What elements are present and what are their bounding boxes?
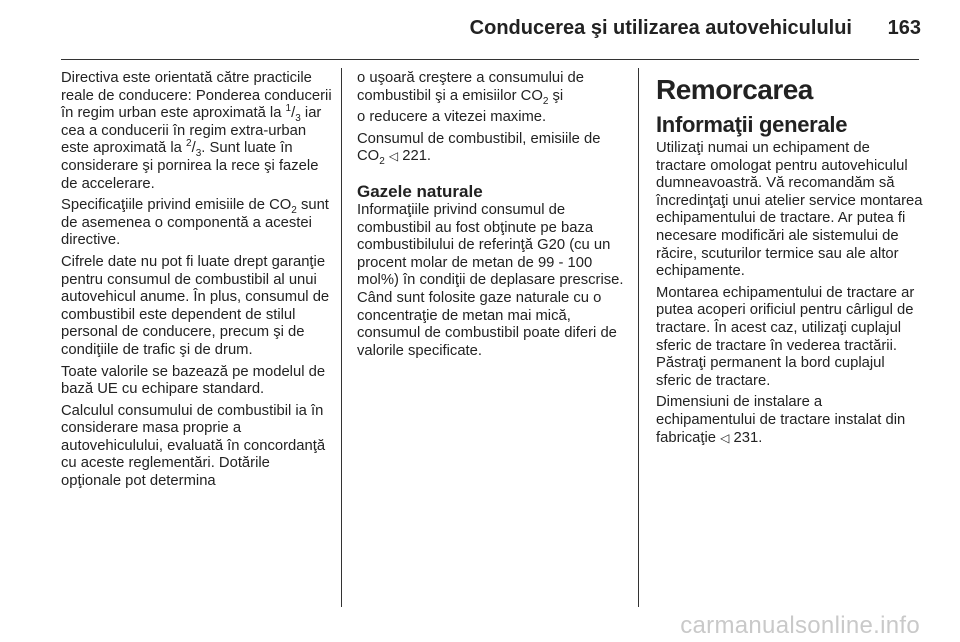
text: Dimensiuni de instalare a echipamentului de tractare instalat din fabricaţie [656,394,906,446]
header-divider [61,59,919,60]
column-2 [357,70,629,364]
text: Specificaţiile privind emisiile de CO [61,197,292,214]
text: iar cea a conducerii în regim extra-urban este aproximată la [61,105,322,157]
column-1 [61,70,333,495]
paragraph-mass-calc: Calculul consumului de combustibil ia în considerare masa proprie a autovehiculului, evaluată în concordanţă cu aceste reglementări. Dotările opţionale pot determina [61,402,326,490]
fraction-slash: / [191,140,196,157]
subscript: 2 [542,95,549,107]
text: şi [548,87,564,104]
column-3 [656,70,924,451]
paragraph-consumption-increase [357,70,629,105]
page-ref-link[interactable]: 231. [729,429,763,446]
page-ref-arrow-icon: ◁ [720,430,730,445]
paragraph-towing-mount: Montarea echipamentului de tractare ar putea acoperi orificiul pentru cârligul de tractare. În acest caz, utilizaţi cuplajul sferic de tractare în vederea tractării. Păstraţi permanent la bord cuplajul sferic de tractare. [656,284,915,389]
header-title: Conducerea şi utilizarea autovehiculului [469,17,852,39]
paragraph-consumption-ref [357,131,629,166]
column-divider-2 [638,68,639,607]
section-heading-general-info: Informaţii generale [656,112,848,137]
paragraph-no-guarantee: Cifrele date nu pot fi luate drept garanţie pentru consumul de combustibil al unui autovehicul anume. În plus, consumul de combustibil este dependent de stilul personal de conducere, precum şi de condiţiile de trafic şi de drum. [61,253,330,358]
text: o uşoară creştere a consumului de combustibil şi a emisiilor CO [357,70,585,104]
text: Consumul de combustibil, emisiile de CO [357,130,601,165]
column-divider-1 [341,68,342,607]
paragraph-towing-equipment: Utilizaţi numai un echipament de tractare omologat pentru autovehiculul dumneavoastră. Vă recomandăm să încredinţaţi unui atelier service montarea echipamentului de tractare. Ar putea fi necesare modificări ale sistemului de răcire, scuturilor termice sau ale altor echipamente. [656,140,923,280]
text: sunt de asemenea o componentă a acestei directive. [61,197,329,249]
paragraph-base-model: Toate valorile se bazează pe modelul de bază UE cu echipare standard. [61,363,326,398]
subscript: 2 [379,156,385,168]
paragraph-natural-gas: Informaţiile privind consumul de combustibil au fost obţinute pe baza combustibilului de referinţă G20 (cu un procent molar de metan de 99 - 100 mol%) în condiţii de deplasare prescrise. Când sunt folosite gaze naturale cu o concentraţie de metan mai mică, consumul de combustibil poate diferi de valorile specificate. [357,201,624,359]
page-ref-arrow-icon: ◁ [388,149,399,164]
section-heading-natural-gas: Gazele naturale [357,181,483,201]
fraction-slash: / [291,105,296,122]
paragraph-install-dimensions [656,394,924,447]
fraction-denominator: 3 [195,148,202,160]
chapter-heading-towing: Remorcarea [656,74,813,105]
text: . Sunt luate în considerare şi pornirea la rece şi fazele de accelerare. [61,140,319,192]
page-number: 163 [887,17,921,39]
paragraph-directive [61,70,333,193]
page-ref-link[interactable]: 221. [398,148,432,165]
fraction-numerator: 2 [186,138,192,150]
paragraph-speed-reduction: o reducere a vitezei maxime. [357,109,547,126]
subscript: 2 [291,205,297,217]
text: Directiva este orientată către practicile reale de conducere: Ponderea conducerii în regim urban este aproximată la [61,70,332,122]
fraction-numerator: 1 [285,103,292,115]
watermark: carmanualsonline.info [680,612,920,639]
fraction-denominator: 3 [295,113,301,125]
paragraph-co2-spec [61,197,333,250]
